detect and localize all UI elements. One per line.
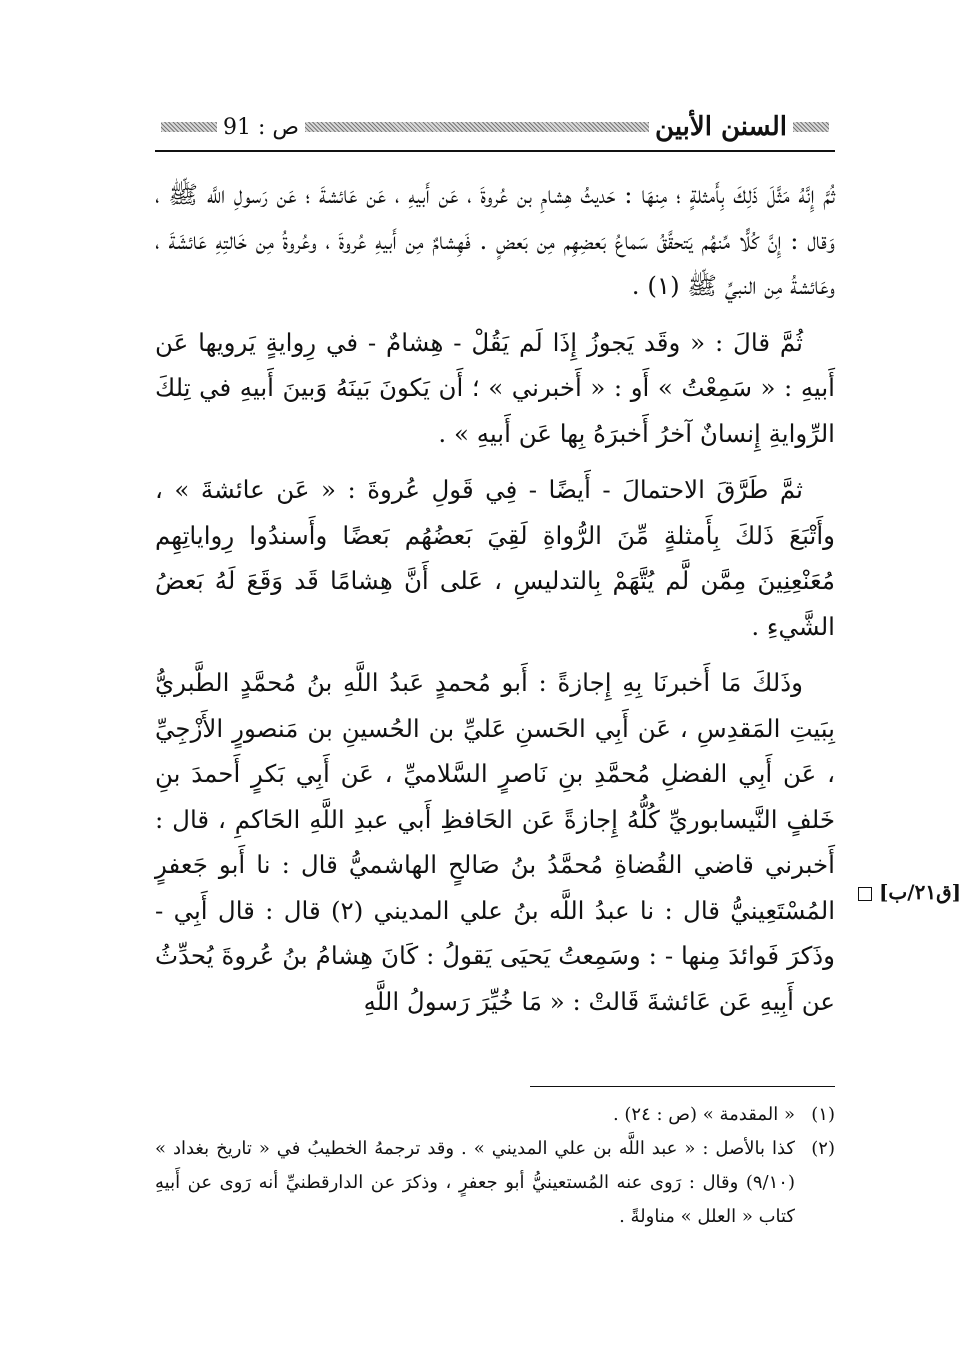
footnote-2: [155, 1132, 835, 1234]
header-ornament-right: [793, 122, 829, 132]
footnote-rule: [530, 1086, 835, 1087]
footnote-1: [155, 1098, 835, 1132]
running-header: [155, 110, 835, 144]
header-ornament-middle: [305, 122, 649, 132]
folio-box-icon: [858, 887, 872, 901]
header-rule: [155, 150, 835, 152]
footnote-text: « المقدمة » (ص : ٢٤) .: [612, 1104, 795, 1125]
paragraph-1: ثُمَّ إِنَّهُ مَثَّلَ ذَلِكَ بِأَمثلةٍ ؛ مِنهَا : حَديثُ هِشامِ بن عُروةَ ، عَن أَبيهِ ، عَن عَائشةَ ؛ عَن رَسولِ اللَّه ﷺ ، وَقال : إِنَّ كُلًّا مِّنهُم يَتحقَّقُ سَماعُ بَعضِهِم مِن بَعضٍ . فَهِشامٌ مِن أَبيهِ عُروةَ ، وعُروةُ مِن خَالتِهِ عَائشَةَ ، وعَائشةُ مِن النبيِّ ﷺ (١) .: [155, 180, 835, 300]
paragraph-4: وذَلكَ مَا أَخبرنَا بِهِ إِجازةً : أَبو مُحمدٍ عَبدُ اللَّهِ بنُ مُحمَّدٍ الطَّبريُّ بِبَيتِ المَقدِسِ ، عَن أَبِي الحَسنِ عَليِّ بن الحُسينِ بن مَنصورٍ الأَزْجِيِّ ، عَن أَبِي الفضلِ مُحمَّدِ بنِ نَاصرٍ السَّلاميِّ ، عَن أَبِي بَكرٍ أَحمدَ بنِ خَلفٍ النَّيسابوريِّ كُلُّهُ إِجازةً عَن الحَافظِ أَبي عبدِ اللَّهِ الحَاكمِ ، قال : أَخبرني قاضي القُضاةِ مُحمَّدُ بنُ صَالحٍ الهاشميُّ قال : نا أَبو جَعفرٍ المُسْتَعِينيُّ قال : نا عبدُ اللَّه بنُ علي المديني (٢) قال : قال أَبِي - وذَكرَ فَوائدَ مِنها - : وسَمِعتُ يَحيَى يَقولُ : كَانَ هِشامُ بنُ عُروةَ يُحدِّثُ عن أَبِيهِ عَن عَائشةَ قَالتْ : « مَا خُيِّرَ رَسولُ اللَّهِ: [155, 668, 835, 1016]
footnote-text: كذا بالأصل : « عبد اللَّه بن علي المديني » . وقد ترجمهُ الخطيبُ في « تاريخ بغداد » (٩/١٠) وقال : رَوى عنه المُستعينيُّ أبو جعفرٍ ، وذكرَ عن الدارقطنيِّ أنه رَوى عن أَبيهِ كتاب « العلل » مناولةً .: [155, 1138, 795, 1227]
footnote-number: (١): [811, 1104, 835, 1125]
header-ornament-left: [161, 122, 217, 132]
footnotes: [155, 1098, 835, 1234]
paragraph-2: ثُمَّ قالَ : « وقَد يَجوزُ إِذَا لَم يَقُلْ - هِشامٌ - في رِوايةٍ يَرويها عَن أَبيهِ : « سَمِعْتُ » أَو : « أَخبرني » ؛ أَن يَكونَ بَينَهُ وَبينَ أَبيهِ في تِلكَ الرِّوايةِ إِنسانٌ آخرُ أَخبرَهُ بِها عَن أَبيهِ » .: [155, 327, 835, 448]
paragraph-3: ثمَّ طَرَّقَ الاحتمالَ - أَيضًا - فِي قَولِ عُروةَ : « عَن عائشةَ » ، وأَتْبَعَ ذَلكَ بِأَمثلةٍ مِّنَ الرُّواةِ لَقِيَ بَعضُهُم بَعضًا وأَسندُوا رِواياتِهِم مُعَنْعِنِينَ مِمَّن لَّم يُتَّهَمْ بِالتدليسِ ، عَلى أَنَّ هِشامًا قَد وَقَعَ لَهُ بَعضُ الشَّيءِ .: [155, 475, 835, 641]
folio-marker: [ق٢١/ب]: [878, 880, 961, 904]
manuscript-folio-note: [852, 880, 961, 904]
main-text: [155, 172, 835, 1024]
footnote-number: (٢): [811, 1138, 835, 1159]
book-title: السنن الأبين: [655, 112, 787, 142]
page-number: ص : 91: [223, 114, 299, 140]
